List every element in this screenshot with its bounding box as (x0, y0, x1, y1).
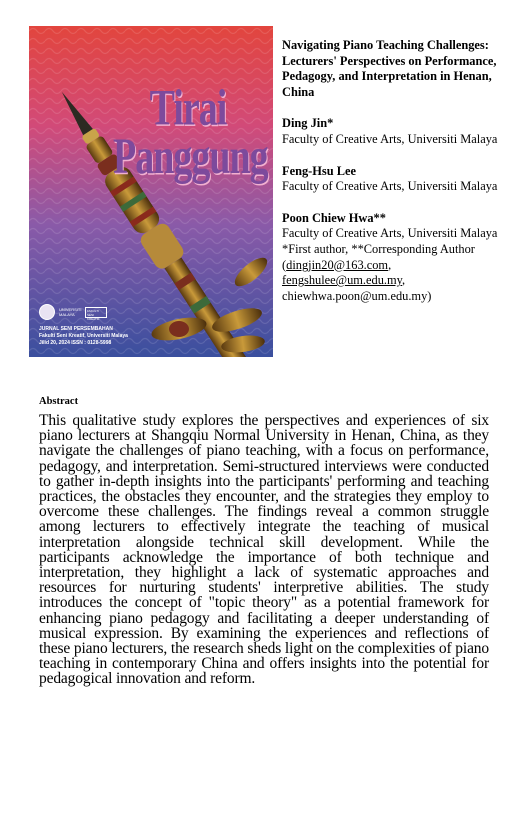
article-info (282, 38, 518, 304)
cover-footer-line3: Jilid 20, 2024 ISSN : 0128-5998 (39, 340, 112, 346)
paren-open: ( (282, 257, 287, 272)
author-block (282, 116, 518, 147)
author-name: Poon Chiew Hwa** (282, 210, 386, 225)
email-link-ding-jin[interactable]: dingjin20@163.com (286, 257, 389, 272)
university-seal-icon (39, 304, 55, 320)
email-poon-chiew-hwa: chiewhwa.poon@um.edu.my (282, 288, 428, 303)
author-name: Feng-Hsu Lee (282, 163, 356, 178)
author-name: Ding Jin* (282, 116, 334, 131)
author-note: *First author, **Corresponding Author (282, 241, 475, 256)
journal-cover-image (29, 26, 273, 357)
cover-journal-title (113, 79, 268, 186)
cover-footer-line2: Fakulti Seni Kreatif, Universiti Malaya (39, 333, 128, 339)
cover-logos (39, 304, 107, 320)
abstract-heading: Abstract (39, 396, 79, 407)
author-block (282, 164, 518, 195)
cover-footer (39, 326, 128, 347)
cover-title-line1: Tirai (149, 79, 227, 137)
paper-title: Navigating Piano Teaching Challenges: Lecturers' Perspectives on Performance, Pedagogy, and Interpretation in Henan, China (282, 38, 497, 99)
author-affiliation: Faculty of Creative Arts, Universiti Malaya (282, 179, 498, 194)
cover-footer-line1: JURNAL SENI PERSEMBAHAN (39, 326, 113, 332)
cover-logo-faculty: FAKULTI SENI KREATIF (85, 307, 107, 318)
cover-logo-university: UNIVERSITI MALAYA (59, 307, 82, 317)
email-link-feng-hsu-lee[interactable]: fengshulee@um.edu.my (282, 273, 403, 288)
abstract-text: This qualitative study explores the perspectives and experiences of six piano lecturers at Shangqiu Normal University in Henan, China, as they navigate the challenges of piano teaching, with a focus on performance, pedagogy, and interpretation. Semi-structured interviews were conducted to gather in-depth insights into the participants' performing and teaching practices, the obstacles they encounter, and the strategies they employ to overcome these challenges. The findings reveal a common struggle among lecturers to effectively integrate the teaching of musical interpretation alongside technical skill development. While the participants acknowledge the importance of both technique and interpretation, they highlight a lack of systematic approaches and resources for nurturing students' interpretive abilities. The study introduces the concept of "topic theory" as a potential framework for enhancing piano pedagogy and facilitating a deeper understanding of musical expression. By examining the experiences and reflections of these piano lecturers, the research sheds light on the complexities of piano teaching in contemporary China and offers insights into the potential for pedagogical innovation and reform. (39, 412, 489, 688)
separator: , (402, 273, 406, 288)
author-affiliation: Faculty of Creative Arts, Universiti Malaya (282, 226, 498, 241)
cover-title-line2: Panggung (113, 128, 268, 186)
author-affiliation: Faculty of Creative Arts, Universiti Malaya (282, 131, 498, 146)
author-block (282, 211, 518, 305)
correspondence-emails (282, 258, 518, 305)
paren-close: ) (427, 288, 432, 303)
separator: , (388, 257, 392, 272)
